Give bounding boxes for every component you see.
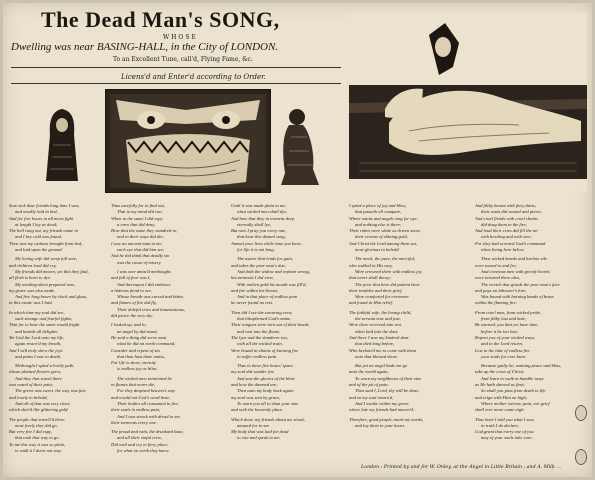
verse-line: The meek, the pure, the merciful, (355, 256, 416, 262)
verse-line: And saw the glories of the blest (237, 375, 295, 381)
verse-line: Was bound with burning bands of brass (481, 294, 554, 300)
verse-line: And doth the widow and orphan wrong, (237, 268, 310, 274)
verse-line: The people that travell'd there, (9, 416, 66, 422)
verse-line: his torments I did view, (231, 275, 274, 281)
verse-line: that blasphemed God's name, (237, 316, 292, 322)
verse-line: my soul was sent by grace, (231, 394, 281, 400)
verse-line: that hear this dismal song, (237, 234, 286, 240)
verse-line: for life it is not long. (237, 247, 275, 253)
verse-line: Because guilty be, wanting peace and bliss, (481, 363, 562, 369)
verse-line: For life is short, eternity (111, 360, 157, 366)
verse-line: and I key cold was found, (15, 234, 62, 240)
verse-line: an angel by did stand, (117, 328, 158, 334)
verse-line: most glorious to behold. (355, 247, 400, 253)
verse-line: Therefore, good people, mark my words, (349, 416, 424, 422)
verse-line: was eased of their pain; (9, 382, 54, 388)
verse-line: And in that place of endless pain (237, 294, 298, 300)
verse-line: But very few I did espy, (9, 429, 52, 435)
verse-line: and reign with Him on high, (475, 394, 527, 400)
verse-line: God grant that every one of you (475, 429, 534, 435)
verse-line: the servant true and just, (355, 316, 401, 322)
verse-line: again restor'd my breath, (15, 341, 62, 347)
verse-line: Then unto my body back again (237, 388, 294, 394)
tune-line: To an Excellent Tune, call'd, Flying Fame, &c. (113, 56, 253, 63)
verse-line: And I will truly shew the joys (9, 347, 63, 353)
verse-line: all flesh is born to dye. (9, 275, 52, 281)
verse-line: to suffer endless pain. (237, 353, 278, 359)
verse-line: Be warned, you that yet have time, (475, 322, 539, 328)
verse-line: I spied a place of joy and bliss, (349, 203, 407, 208)
verse-line: and flames of fire did fly, (111, 300, 157, 306)
verse-line: The usurer that lends for gain, (237, 256, 293, 262)
verse-line: To me this way it was so plain, (9, 441, 66, 447)
printer-imprint: London : Printed by and for W. Onley, at the Angel in Little Britain ; and A. Milb ... (361, 465, 561, 470)
verse-line: The green was sweet, the way was fair, (15, 388, 87, 394)
verse-line: To warn you all to shun your sins (237, 400, 299, 406)
verse-line: And I was struck with dread to see (117, 413, 181, 419)
verse-line: their torments every one. (111, 419, 157, 425)
verse-line: did drag them to the fire, (481, 221, 527, 227)
verse-line: Thus have I told you what I saw, (475, 416, 535, 422)
verse-line: And filthy beasts with fiery darts, (475, 203, 536, 208)
verse-line: That for to hear the same would fright (9, 322, 80, 328)
verse-line: How that the same they wandred in, (111, 228, 178, 234)
verse-line: Until it was made plain to me (231, 203, 286, 208)
verse-line: and takes the poor man's due, (231, 262, 286, 268)
verse-line: My body that was laid for dead (231, 429, 289, 435)
verse-line: a hideous fiend to see, (111, 287, 152, 293)
verse-line: from filthy lust and hate, (481, 316, 527, 322)
verse-line: each eye that did him see, (117, 247, 165, 253)
verse-line: and pays no labourer's hire, (475, 287, 527, 293)
verse-line: Their bodies all consumed in fire, (117, 400, 179, 406)
verse-line: With molten gold his mouth was fill'd, (237, 281, 307, 287)
verse-line: My loving wife did weep full sore, (15, 256, 78, 262)
verse-line: Were crowned there with endless joy (355, 268, 422, 274)
woodcut-reclining-dead-man (349, 13, 587, 191)
verse-line: Thus in these five hours' space (237, 363, 294, 369)
verse-line: My winding-sheet prepared was, (15, 281, 75, 287)
verse-line: and to the Lord return, (481, 341, 523, 347)
verse-column-4 (349, 203, 443, 429)
verse-line: a crew that did deny, (117, 221, 156, 227)
verse-line: with all the wicked train, (237, 341, 283, 347)
broadside-sheet (3, 3, 592, 477)
verse-line: From cruel men, from wicked pride, (475, 309, 542, 315)
verse-line: Their doleful cries and lamentations, (117, 306, 186, 312)
verse-line: that took that way to go. (15, 435, 60, 441)
verse-line: my soul did wander far, (231, 369, 275, 375)
verse-column-2 (111, 203, 205, 454)
verse-line: And for five hours in all mens fight (9, 215, 74, 221)
verse-line: he never found no rest. (231, 300, 274, 306)
verse-line: unto that blessed shore. (355, 353, 399, 359)
verse-line: Where neither sorrow, pain, nor grief (481, 400, 550, 406)
verse-line: To warn my neighbours of their sins (355, 375, 422, 381)
verse-line: that died long before, (355, 341, 395, 347)
verse-line: and cast into the flame; (237, 328, 281, 334)
verse-line: as He hath shewed us first; (475, 382, 525, 388)
verse-line: For they had scorned God's command (475, 240, 546, 246)
verse-line: unto the world again, (349, 369, 389, 375)
verse-line: at length I lay as dead; (15, 221, 58, 227)
verse-line: But now I pray you every one, (231, 228, 287, 234)
verse-line: and in their ways did die; (117, 234, 165, 240)
verse-column-5 (475, 203, 587, 442)
library-stamp-bottom (575, 449, 587, 465)
verse-line: But yet an angel bade me go (355, 363, 408, 369)
woodcut-kneeling-figure (275, 103, 323, 189)
verse-line: in flames that never die, (111, 382, 156, 388)
verse-line: who walked in His way, (349, 262, 393, 268)
verse-line: did pierce the very sky. (111, 313, 154, 319)
verse-line: where late my friends had mourn'd. (349, 407, 415, 413)
verse-line: and would not God's word hear, (111, 394, 170, 400)
verse-line: Sore sick dear friends long time I was, (9, 203, 80, 208)
library-stamp-top (575, 405, 587, 421)
verse-line: for what on earth they knew. (117, 447, 170, 453)
verse-line: which shin'd like glittering gold. (9, 407, 69, 413)
section-rule (11, 83, 341, 84)
verse-line: The faithful wife, the loving child, (349, 309, 412, 315)
verse-line: Who beckon'd me to come with them (349, 347, 417, 353)
verse-line: So shall you pass from death to life (481, 388, 546, 394)
verse-line: Which done, my friends about me stood, (231, 416, 305, 422)
ballad-subtitle: Dwelling was near BASING-HALL, in the City of LONDON. (11, 41, 279, 53)
verse-line: Repent you of your wicked ways, (475, 334, 536, 340)
verse-line: that never shall decay; (349, 275, 391, 281)
woodcut-hooded-figure-left (41, 105, 83, 185)
verse-line: what wicked men shall dye, (237, 209, 288, 215)
verse-line: And there I saw my kindred dear (349, 334, 409, 340)
verse-line: what he did on earth command, (117, 341, 176, 347)
verse-line: that passeth all compare, (355, 209, 402, 215)
verse-line: I was sore amaz'd methought, (117, 268, 172, 274)
ballad-title: The Dead Man's SONG, (41, 7, 280, 32)
header-rule (11, 67, 341, 68)
verse-line: to rise and speak to me. (237, 435, 281, 441)
verse-line: is endless joy or bliss. (117, 366, 158, 372)
verse-line: And they that travel there (15, 375, 62, 381)
verse-line: that thou hast done amiss, (117, 353, 166, 359)
verse-line: Whose breath was cursed and bitter, (117, 294, 184, 300)
verse-line: eternally shall lye, (237, 221, 272, 227)
verse-line: and all their sinful crew, (117, 435, 162, 441)
verse-line: Their tongues were torn out of their heads (231, 322, 309, 328)
title-connector: WHOSE (163, 34, 198, 41)
verse-column-3 (231, 203, 325, 442)
verse-line: I looked up, and lo, (111, 322, 147, 328)
verse-line: The poor that here did patient bear (355, 281, 420, 287)
verse-line: to walk it I durst not stay. (15, 447, 62, 453)
verse-line: and seek the heavenly place. (231, 407, 284, 413)
verse-line: and found in Him relief. (349, 300, 394, 306)
verse-line: And five long hours by clock and glass, (15, 294, 88, 300)
license-line: Licens'd and Enter'd according to Order. (121, 73, 266, 81)
verse-line: He said a thing did serve man (111, 334, 167, 340)
verse-line: may of your souls take care. (481, 435, 533, 441)
verse-line: and laid upon the ground. (15, 247, 63, 253)
verse-line: Yet God the Lord unto my life, (9, 334, 65, 340)
verse-line: their troubles and their grief, (349, 287, 403, 293)
verse-line: Methought I spied a lovely path, (15, 363, 75, 369)
verse-line: and children loud did cry, (9, 262, 57, 268)
verse-line: and how the damned are; (231, 382, 278, 388)
verse-line: And all of that was very clear, (15, 400, 70, 406)
verse-line: The wicked men tormented be (117, 375, 172, 381)
verse-line: when living here below. (481, 247, 525, 253)
verse-line: And covetous men with greedy hearts (481, 268, 550, 274)
woodcut-hell-mouth (105, 89, 271, 193)
verse-line: whose planted flowers grew, (9, 369, 62, 375)
verse-line: Were bound in chains of burning fire (231, 347, 299, 353)
verse-line: were tossed to and fro, (475, 262, 517, 268)
verse-line: Did wail and cry in fiery place, (111, 441, 169, 447)
verse-line: The bell rung out, my friends came in (9, 228, 78, 234)
verse-line: their souls did wound and pierce, (481, 209, 543, 215)
verse-line: take up the cross of Christ, (475, 369, 525, 375)
verse-line: and lovely to behold, (9, 394, 48, 400)
verse-line: The lyar and the slanderer too, (231, 334, 288, 340)
verse-line: When in the same I did espy (111, 215, 163, 221)
verse-line: amazed for to see (237, 422, 270, 428)
verse-line: For they despised heaven's way (117, 388, 176, 394)
verse-line: Consider and repent of sin (111, 347, 160, 353)
verse-line: most freely they did go, (15, 422, 58, 428)
verse-line: Then was my carkass brought from bed, (9, 240, 83, 246)
verse-line: when laid into the dust; (355, 328, 399, 334)
verse-line: and pains I saw in death. (15, 353, 62, 359)
verse-line: and fire within his breast, (231, 287, 279, 293)
verse-line: And thereupon I did embrace (117, 281, 171, 287)
verse-line: My friends did mourn, yet this they faid, (15, 268, 89, 274)
verse-line: and of the pit of pain; (349, 382, 389, 388)
verse-column-1 (9, 203, 103, 454)
verse-line: was the cause of misery. (117, 259, 162, 265)
verse-line: Lest in the lake of endless fire (475, 347, 530, 353)
verse-line: with howling and with woe, (481, 234, 532, 240)
verse-line: their souls in endless pain, (111, 407, 161, 413)
verse-line: Were there received into rest (349, 322, 402, 328)
verse-line: And how that they in torment deep (231, 215, 295, 221)
verse-line: and so my soul return'd, (349, 394, 394, 400)
verse-line: their crowns of shining gold, (355, 234, 408, 240)
verse-line: before it be too late; (481, 328, 519, 334)
verse-line: Thus carefully for to find out, (111, 203, 165, 208)
verse-line: in this estate was I laid. (9, 300, 53, 306)
verse-line: my grave was also made, (9, 287, 56, 293)
verse-line: and nothing else is there; (355, 221, 402, 227)
verse-line: The proud and vain, the drunkard base, (111, 429, 184, 435)
verse-line: And Christ the Lord among them sat, (349, 240, 418, 246)
verse-line: and full of fear was I, (111, 275, 151, 281)
verse-line: And he did think that deadly sin (111, 253, 170, 259)
verse-line: The wretch that grinds the poor man's face (481, 281, 560, 287)
verse-line: And learn to walk in humble ways (481, 375, 544, 381)
verse-line: And cruel fiends with cruel chains (475, 215, 538, 221)
verse-line: That in my mind did run, (117, 209, 163, 215)
verse-line: Their robes were white as driven snow, (349, 228, 421, 234)
verse-line: Then did I see the swearing crew, (231, 309, 293, 315)
verse-line: in truth I do declare, (481, 422, 519, 428)
verse-line: shall ever more come nigh. (475, 407, 525, 413)
verse-line: Then said I, Lord, thy will be done, (355, 388, 420, 394)
verse-line: I saw an ancient man to me, (111, 240, 163, 246)
verse-line: And I awoke within my grave (355, 400, 409, 406)
verse-line: such strange and fearful fights, (15, 316, 73, 322)
verse-line: Were comforted for evermore (355, 294, 409, 300)
verse-line: within the flaming fire. (475, 300, 517, 306)
verse-line: were tortured there also, (475, 275, 521, 281)
verse-line: and banish all delights: (15, 328, 59, 334)
verse-line: Where saints and angels sing for aye, (349, 215, 418, 221)
verse-line: your souls for ever burn. (481, 353, 527, 359)
verse-line: In which time my soul did see, (9, 309, 65, 315)
verse-line: and lay them to your heart. (355, 422, 406, 428)
verse-line: And loud their cries did fill the air (475, 228, 539, 234)
verse-line: Then wicked bawds and harlots vile (481, 256, 547, 262)
verse-line: Amend your lives while time you have, (231, 240, 302, 246)
verse-line: and weakly laid in bed, (15, 209, 58, 215)
